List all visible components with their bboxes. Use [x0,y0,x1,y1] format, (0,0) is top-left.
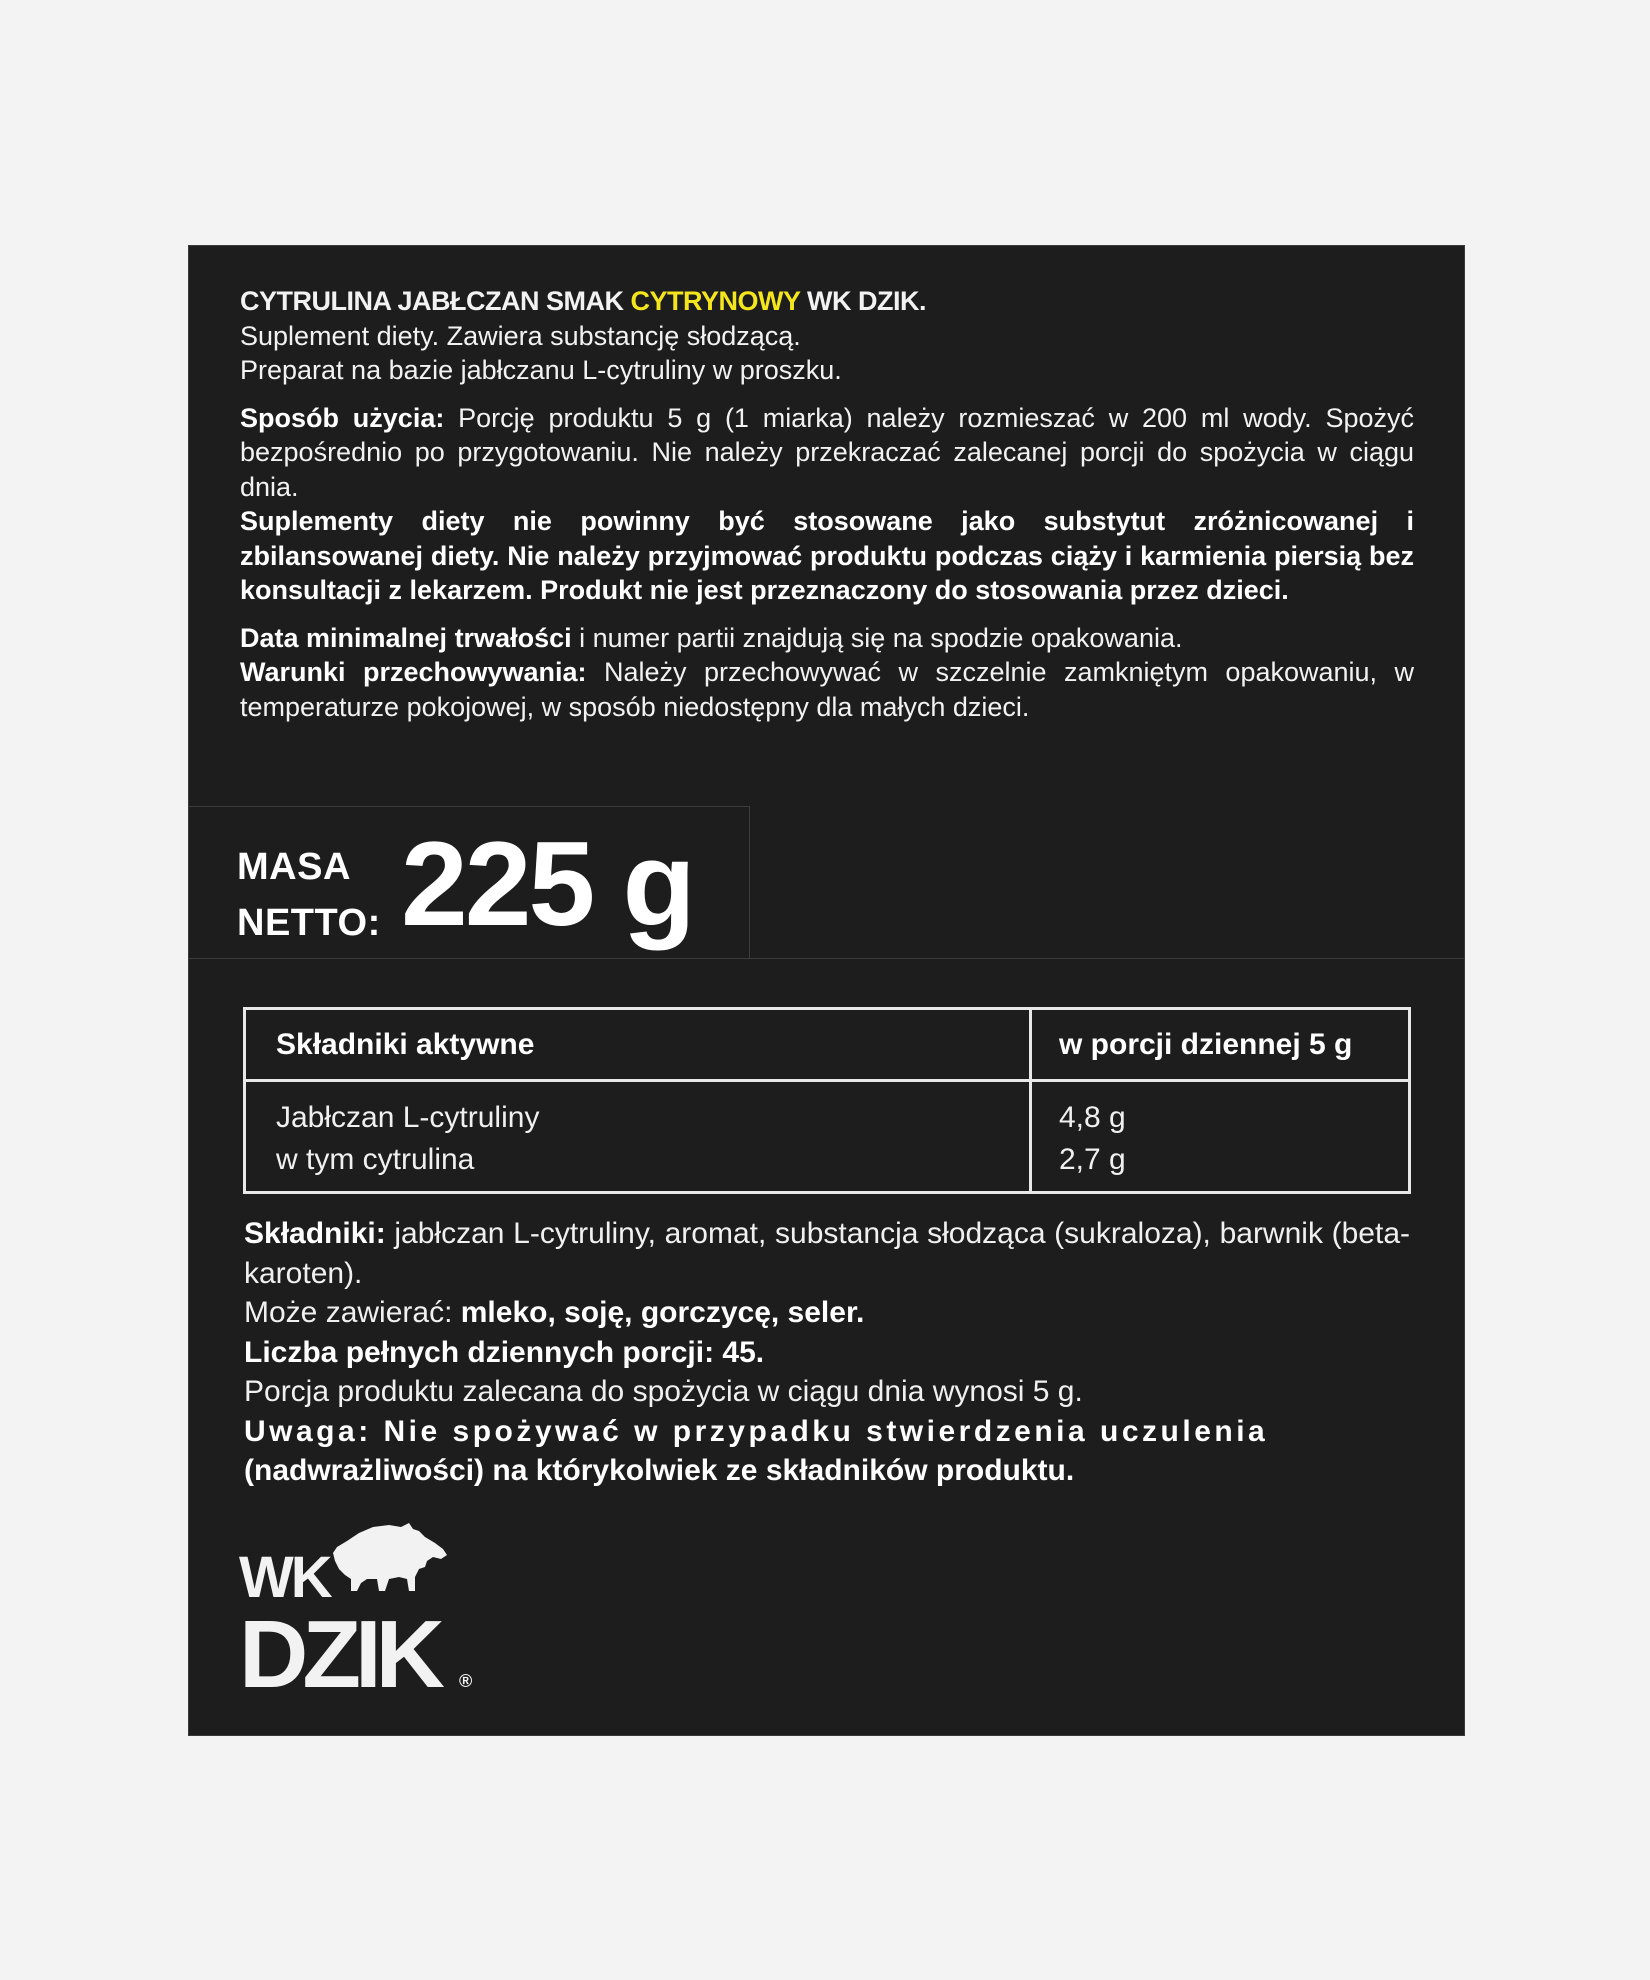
wk-dzik-logo [239,1519,479,1699]
net-label-line2: NETTO: [237,902,381,944]
intro-line2: Preparat na bazie jabłczanu L-cytruliny w proszku. [240,355,842,385]
table-ingredient-names [276,1097,539,1181]
storage-text: Należy przechowywać w szczelnie zamkniętym opakowaniu, w temperaturze pokojowej, w sposób niedostępny dla małych dzieci. [240,657,1414,722]
label-top-text [240,284,1414,724]
ingredients-text: jabłczan L-cytruliny, aromat, substancja słodząca (sukraloza), barwnik (beta-karoten). [244,1217,1410,1290]
storage-label: Warunki przechowywania: [240,657,587,687]
net-weight-label [237,839,381,951]
expiry-paragraph [240,621,1414,656]
expiry-text: i numer partii znajdują się na spodzie opakowania. [571,622,1183,653]
intro-line1: Suplement diety. Zawiera substancję słodzącą. [240,320,801,351]
table-row-amount: 2,7 g [1059,1143,1126,1176]
usage-paragraph [240,401,1414,505]
section-divider [189,958,1464,959]
allergens-text: mleko, soję, gorczycę, seler. [460,1296,865,1329]
usage-label: Sposób użycia: [240,402,445,433]
net-weight-value: 225 g [401,817,693,951]
table-header-divider [246,1079,1408,1082]
label-bottom-text [244,1214,1410,1491]
net-label-line1: MASA [237,846,351,888]
title-flavor-highlight: CYTRYNOWY [630,286,800,316]
ingredients-label: Składniki: [244,1217,386,1250]
title-part1: CYTRULINA JABŁCZAN SMAK [240,286,631,316]
table-row-amount: 4,8 g [1059,1101,1126,1134]
may-contain-label: Może zawierać: [244,1296,461,1329]
portions-count: Liczba pełnych dziennych porcji: 45. [244,1335,765,1369]
product-label-panel [188,245,1465,1736]
logo-registered-mark: ® [459,1671,473,1691]
logo-dzik-text: DZIK [239,1601,439,1699]
boar-icon [333,1523,447,1591]
expiry-label: Data minimalnej trwałości [240,622,572,653]
storage-paragraph [240,655,1414,724]
usage-text: Porcję produktu 5 g (1 miarka) należy rozmieszać w 200 ml wody. Spożyć bezpośrednio po przygotowaniu. Nie należy przekraczać zalecanej porcji do spożycia w ciągu dnia. [240,402,1414,502]
table-row-name: Jabłczan L-cytruliny [276,1101,540,1134]
caution-text: (nadwrażliwości) na którykolwiek ze składników produktu. [244,1454,1075,1487]
may-contain-paragraph [244,1293,1410,1333]
supplement-warning: Suplementy diety nie powinny być stosowane jako substytut zróżnicowanej i zbilansowanej diety. Nie należy przyjmować produktu podczas ciąży i karmienia piersią bez konsultacji z lekarzem. Produkt nie jest przeznaczony do stosowania przez dzieci. [240,506,1414,605]
ingredients-paragraph [244,1214,1410,1293]
table-row-name: w tym cytrulina [276,1143,475,1176]
logo-wk-text: WK [239,1545,330,1610]
active-ingredients-table [243,1007,1411,1194]
caution-label: Uwaga: Nie spożywać w przypadku stwierdzenia uczulenia [244,1414,1269,1448]
product-title [240,284,1414,319]
title-part2: WK DZIK. [800,286,926,316]
table-header-ingredient: Składniki aktywne [276,1028,535,1061]
table-header-amount: w porcji dziennej 5 g [1059,1028,1353,1061]
recommended-portion: Porcja produktu zalecana do spożycia w ciągu dnia wynosi 5 g. [244,1375,1083,1408]
net-weight-box [188,806,750,958]
table-ingredient-amounts [1059,1097,1126,1181]
table-column-divider [1029,1010,1032,1191]
